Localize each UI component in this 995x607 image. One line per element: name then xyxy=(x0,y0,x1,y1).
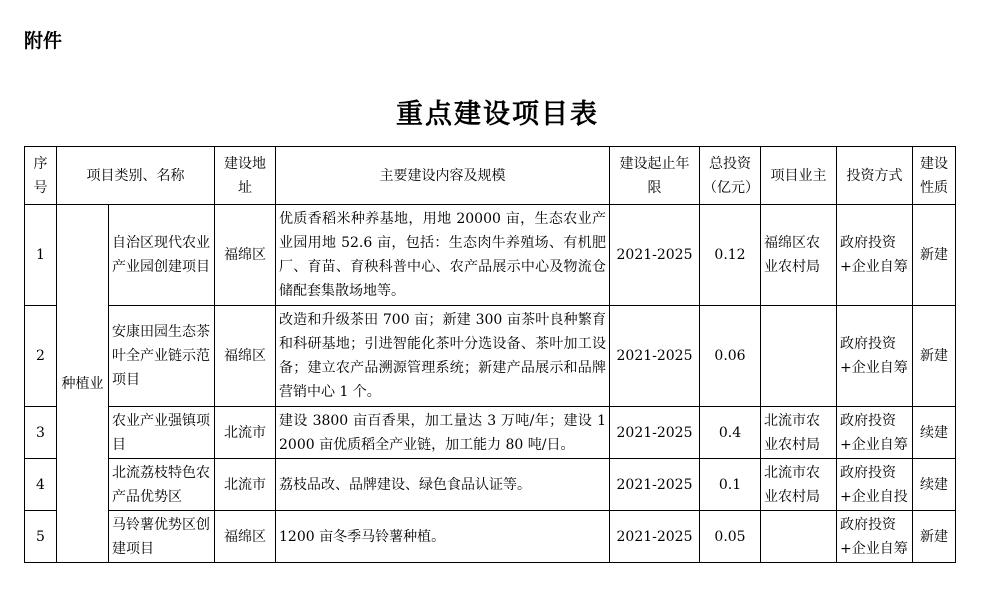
project-nature: 新建 xyxy=(913,205,956,306)
project-content: 优质香稻米种养基地，用地 20000 亩，生态农业产业园用地 52.6 亩，包括：生态肉牛养殖场、有机肥厂、育苗、育秧科普中心、农产品展示中心及物流仓储配套集散场地等。 xyxy=(276,205,610,306)
table-row xyxy=(25,511,956,563)
project-period: 2021-2025 xyxy=(610,205,700,306)
header-nature: 建设性质 xyxy=(913,147,956,205)
project-method: 政府投资+企业自筹 xyxy=(837,205,913,306)
header-method: 投资方式 xyxy=(837,147,913,205)
project-owner xyxy=(761,511,837,563)
table-row xyxy=(25,459,956,511)
project-owner: 福绵区农业农村局 xyxy=(761,205,837,306)
attachment-label: 附件 xyxy=(24,30,63,52)
project-name: 北流荔枝特色农产品优势区 xyxy=(109,459,215,511)
row-seq: 1 xyxy=(25,205,57,306)
row-seq: 2 xyxy=(25,306,57,407)
project-period: 2021-2025 xyxy=(610,407,700,459)
document-title: 重点建设项目表 xyxy=(396,99,599,130)
project-content: 改造和升级茶田 700 亩；新建 300 亩茶叶良种繁育和科研基地；引进智能化茶叶分选设备、茶叶加工设备；建立农产品溯源管理系统；新建产品展示和品牌营销中心 1 个。 xyxy=(276,306,610,407)
table-row xyxy=(25,205,956,306)
project-location: 北流市 xyxy=(215,459,276,511)
project-investment: 0.06 xyxy=(700,306,761,407)
project-method: 政府投资+企业自筹 xyxy=(837,306,913,407)
header-content: 主要建设内容及规模 xyxy=(276,147,610,205)
row-seq: 3 xyxy=(25,407,57,459)
project-investment: 0.4 xyxy=(700,407,761,459)
project-investment: 0.1 xyxy=(700,459,761,511)
project-method: 政府投资+企业自筹 xyxy=(837,407,913,459)
project-period: 2021-2025 xyxy=(610,306,700,407)
project-investment: 0.12 xyxy=(700,205,761,306)
header-row xyxy=(25,147,956,205)
category-cell: 种植业 xyxy=(57,205,109,563)
table-row xyxy=(25,306,956,407)
project-period: 2021-2025 xyxy=(610,511,700,563)
header-investment: 总投资（亿元） xyxy=(700,147,761,205)
project-name: 马铃薯优势区创建项目 xyxy=(109,511,215,563)
project-nature: 续建 xyxy=(913,407,956,459)
project-owner xyxy=(761,306,837,407)
project-location: 福绵区 xyxy=(215,205,276,306)
project-method: 政府投资+企业自筹 xyxy=(837,511,913,563)
table-row xyxy=(25,407,956,459)
project-name: 安康田园生态茶叶全产业链示范项目 xyxy=(109,306,215,407)
project-investment: 0.05 xyxy=(700,511,761,563)
project-table xyxy=(24,146,956,563)
header-period: 建设起止年限 xyxy=(610,147,700,205)
project-period: 2021-2025 xyxy=(610,459,700,511)
project-nature: 新建 xyxy=(913,306,956,407)
project-content: 1200 亩冬季马铃薯种植。 xyxy=(276,511,610,563)
project-content: 荔枝品改、品牌建设、绿色食品认证等。 xyxy=(276,459,610,511)
project-nature: 新建 xyxy=(913,511,956,563)
project-nature: 续建 xyxy=(913,459,956,511)
project-owner: 北流市农业农村局 xyxy=(761,459,837,511)
header-category-name: 项目类别、名称 xyxy=(57,147,215,205)
project-owner: 北流市农业农村局 xyxy=(761,407,837,459)
project-location: 福绵区 xyxy=(215,306,276,407)
project-location: 福绵区 xyxy=(215,511,276,563)
row-seq: 5 xyxy=(25,511,57,563)
header-owner: 项目业主 xyxy=(761,147,837,205)
project-name: 农业产业强镇项目 xyxy=(109,407,215,459)
header-location: 建设地址 xyxy=(215,147,276,205)
project-name: 自治区现代农业产业园创建项目 xyxy=(109,205,215,306)
row-seq: 4 xyxy=(25,459,57,511)
header-seq: 序号 xyxy=(25,147,57,205)
project-location: 北流市 xyxy=(215,407,276,459)
project-method: 政府投资+企业自投 xyxy=(837,459,913,511)
project-content: 建设 3800 亩百香果，加工量达 3 万吨/年；建设 12000 亩优质稻全产业链，加工能力 80 吨/日。 xyxy=(276,407,610,459)
